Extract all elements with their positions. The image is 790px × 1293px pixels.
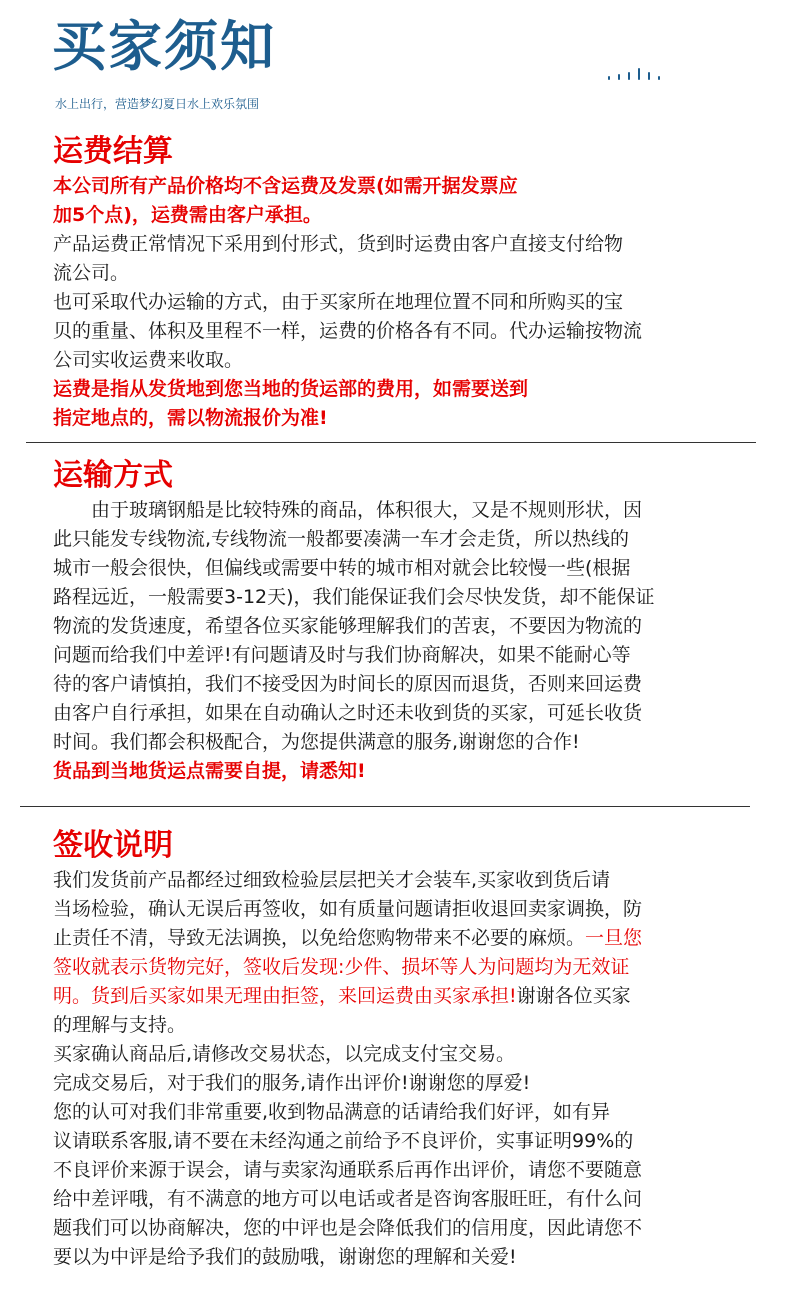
body-line: 由于玻璃钢船是比较特殊的商品，体积很大，又是不规则形状，因 (91, 499, 643, 521)
notice-line: 加5个点)，运费需由客户承担。 (53, 204, 322, 226)
body-line: 的理解与支持。 (53, 1014, 187, 1036)
section-divider (20, 806, 750, 807)
body-line: 不良评价来源于误会，请与卖家沟通联系后再作出评价，请您不要随意 (53, 1159, 643, 1181)
body-line: 完成交易后，对于我们的服务,请作出评价!谢谢您的厚爱! (53, 1072, 531, 1094)
page-subtitle: 水上出行，营造梦幻夏日水上欢乐氛围 (55, 97, 260, 111)
body-text: 谢谢各位买家 (516, 985, 631, 1007)
notice-line: 运费是指从发货地到您当地的货运部的费用，如需要送到 (53, 378, 529, 400)
body-line: 题我们可以协商解决，您的中评也是会降低我们的信用度，因此请您不 (53, 1217, 643, 1239)
body-line: 此只能发专线物流,专线物流一般都要凑满一车才会走货，所以热线的 (53, 528, 630, 550)
page-title: 买家须知 (52, 15, 276, 78)
body-line: 公司实收运费来收取。 (53, 349, 244, 371)
body-line (53, 924, 743, 953)
body-text: 止责任不清，导致无法调换，以免给您购物带来不必要的麻烦。 (53, 927, 586, 949)
warning-text: 一旦您 (585, 927, 643, 949)
body-line: 问题而给我们中差评!有问题请及时与我们协商解决，如果不能耐心等 (53, 644, 631, 666)
section-shipping-fee (53, 132, 743, 433)
notice-line: 本公司所有产品价格均不含运费及发票(如需开据发票应 (53, 175, 518, 197)
body-line: 您的认可对我们非常重要,收到物品满意的话请给我们好评，如有异 (53, 1101, 611, 1123)
body-line: 物流的发货速度，希望各位买家能够理解我们的苦衷，不要因为物流的 (53, 615, 643, 637)
body-line: 待的客户请慎拍，我们不接受因为时间长的原因而退货，否则来回运费 (53, 673, 643, 695)
warning-line: 签收就表示货物完好，签收后发现:少件、损坏等人为问题均为无效证 (53, 956, 630, 978)
section-heading: 签收说明 (53, 828, 173, 863)
body-line: 要以为中评是给予我们的鼓励哦，谢谢您的理解和关爱! (53, 1246, 517, 1268)
body-line: 议请联系客服,请不要在未经沟通之前给予不良评价，实事证明99%的 (53, 1130, 634, 1152)
body-line: 时间。我们都会积极配合，为您提供满意的服务,谢谢您的合作! (53, 731, 580, 753)
section-receipt (53, 826, 743, 1272)
body-line: 买家确认商品后,请修改交易状态，以完成支付宝交易。 (53, 1043, 516, 1065)
section-heading: 运费结算 (53, 134, 173, 169)
body-line: 给中差评哦，有不满意的地方可以电话或者是咨询客服旺旺，有什么问 (53, 1188, 643, 1210)
notice-line: 货品到当地货运点需要自提，请悉知! (53, 760, 366, 782)
notice-line: 指定地点的，需以物流报价为准! (53, 407, 328, 429)
body-line: 由客户自行承担，如果在自动确认之时还未收到货的买家，可延长收货 (53, 702, 643, 724)
body-line: 贝的重量、体积及里程不一样，运费的价格各有不同。代办运输按物流 (53, 320, 643, 342)
section-divider (26, 442, 756, 443)
section-shipping-method (53, 456, 743, 786)
body-line: 路程远近，一般需要3-12天)，我们能保证我们会尽快发货，却不能保证 (53, 586, 655, 608)
body-line: 我们发货前产品都经过细致检验层层把关才会装车,买家收到货后请 (53, 869, 611, 891)
body-line: 产品运费正常情况下采用到付形式，货到时运费由客户直接支付给物 (53, 233, 624, 255)
body-line: 流公司。 (53, 262, 130, 284)
body-line (53, 982, 743, 1011)
body-line: 当场检验，确认无误后再签收，如有质量问题请拒收退回卖家调换，防 (53, 898, 643, 920)
body-line: 也可采取代办运输的方式，由于买家所在地理位置不同和所购买的宝 (53, 291, 624, 313)
section-heading: 运输方式 (53, 458, 173, 493)
body-line: 城市一般会很快，但偏线或需要中转的城市相对就会比较慢一些(根据 (53, 557, 631, 579)
warning-text: 明。货到后买家如果无理由拒签，来回运费由买家承担! (53, 985, 517, 1007)
decorative-bars-icon (608, 66, 668, 80)
